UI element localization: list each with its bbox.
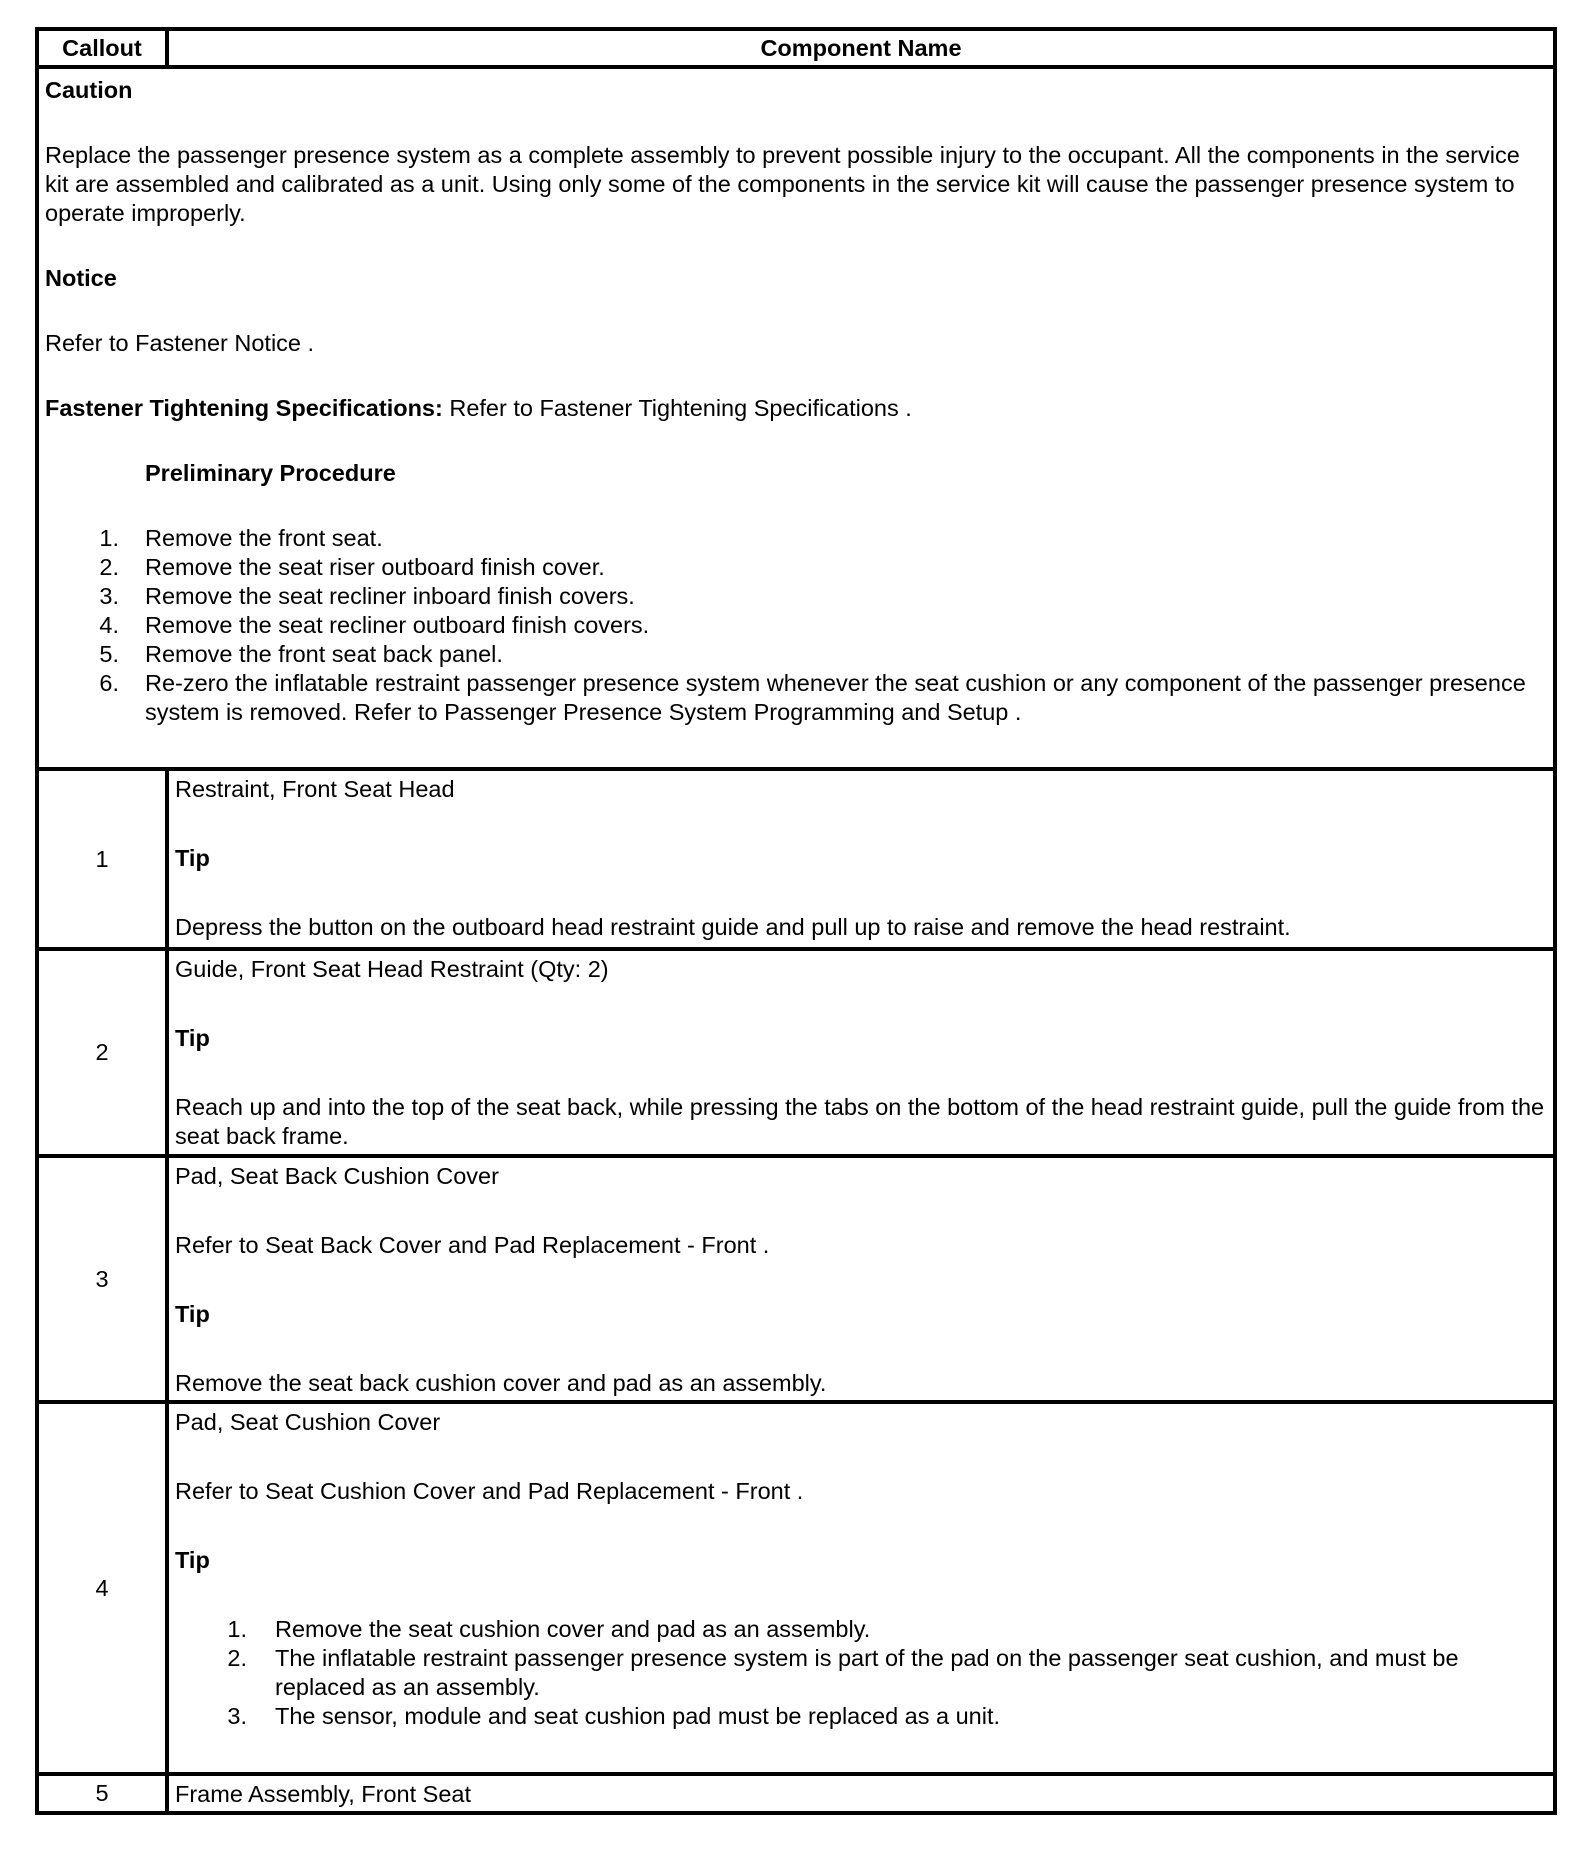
list-item: 5. Remove the front seat back panel. [99,641,503,667]
tip-label: Tip [175,1025,210,1051]
list-item: 2. The inflatable restraint passenger presence system is part of the pad on the passenger seat cushion, and must be replaced as an assembly. [227,1645,1459,1700]
fastener-spec [45,394,1547,423]
table-row [37,949,1555,1156]
list-item: 4. Remove the seat recliner outboard finish covers. [99,612,650,638]
table-row [37,1156,1555,1402]
list-item: 3. Remove the seat recliner inboard finish covers. [99,583,635,609]
callout-number: 4 [37,1402,167,1774]
component-cell [167,1402,1555,1774]
table-row [37,769,1555,949]
caution-title: Caution [45,77,133,103]
preliminary-steps [45,524,1547,727]
component-table [35,27,1557,1815]
intro-cell [37,67,1555,769]
tip-text: Remove the seat back cushion cover and pad as an assembly. [175,1370,827,1396]
table-row [37,1402,1555,1774]
component-name: Guide, Front Seat Head Restraint (Qty: 2) [175,956,609,982]
component-name: Restraint, Front Seat Head [175,776,455,802]
list-item: 3. The sensor, module and seat cushion pad must be replaced as a unit. [227,1703,1001,1729]
component-name: Pad, Seat Back Cushion Cover [175,1163,499,1189]
component-name: Frame Assembly, Front Seat [175,1781,472,1807]
component-cell [167,1774,1555,1813]
tip-text: Depress the button on the outboard head restraint guide and pull up to raise and remove the head restraint. [175,914,1291,940]
callout-number: 3 [37,1156,167,1402]
callout-number: 5 [37,1774,167,1813]
table-row [37,1774,1555,1813]
preliminary-title: Preliminary Procedure [145,460,396,486]
notice-title: Notice [45,265,117,291]
tip-label: Tip [175,1547,210,1573]
header-component-name: Component Name [167,29,1555,67]
tip-text: Reach up and into the top of the seat back, while pressing the tabs on the bottom of the head restraint guide, pull the guide from the seat back frame. [175,1094,1545,1149]
callout-number: 2 [37,949,167,1156]
tip-label: Tip [175,845,210,871]
caution-text: Replace the passenger presence system as a complete assembly to prevent possible injury to the occupant. All the components in the service kit are assembled and calibrated as a unit. Using only some of the components in the service kit will cause the passenger presence system to operate improperly. [45,142,1520,226]
notice-text: Refer to Fastener Notice . [45,330,315,356]
intro-row [37,67,1555,769]
tip-steps [175,1615,1547,1731]
component-cell [167,769,1555,949]
component-name: Pad, Seat Cushion Cover [175,1409,441,1435]
list-item: 1. Remove the front seat. [99,525,383,551]
tip-label: Tip [175,1301,210,1327]
list-item: 1. Remove the seat cushion cover and pad as an assembly. [227,1616,871,1642]
fastener-text: Refer to Fastener Tightening Specifications . [442,395,912,421]
component-cell [167,1156,1555,1402]
list-item: 2. Remove the seat riser outboard finish cover. [99,554,605,580]
table-header [37,29,1555,67]
header-callout: Callout [37,29,167,67]
component-cell [167,949,1555,1156]
reference-text: Refer to Seat Cushion Cover and Pad Replacement - Front . [175,1478,804,1504]
callout-number: 1 [37,769,167,949]
fastener-label: Fastener Tightening Specifications: [45,395,443,421]
reference-text: Refer to Seat Back Cover and Pad Replacement - Front . [175,1232,770,1258]
list-item: 6. Re-zero the inflatable restraint passenger presence system whenever the seat cushion or any component of the passenger presence system is removed. Refer to Passenger Presence System Programming and Setup . [99,670,1526,725]
